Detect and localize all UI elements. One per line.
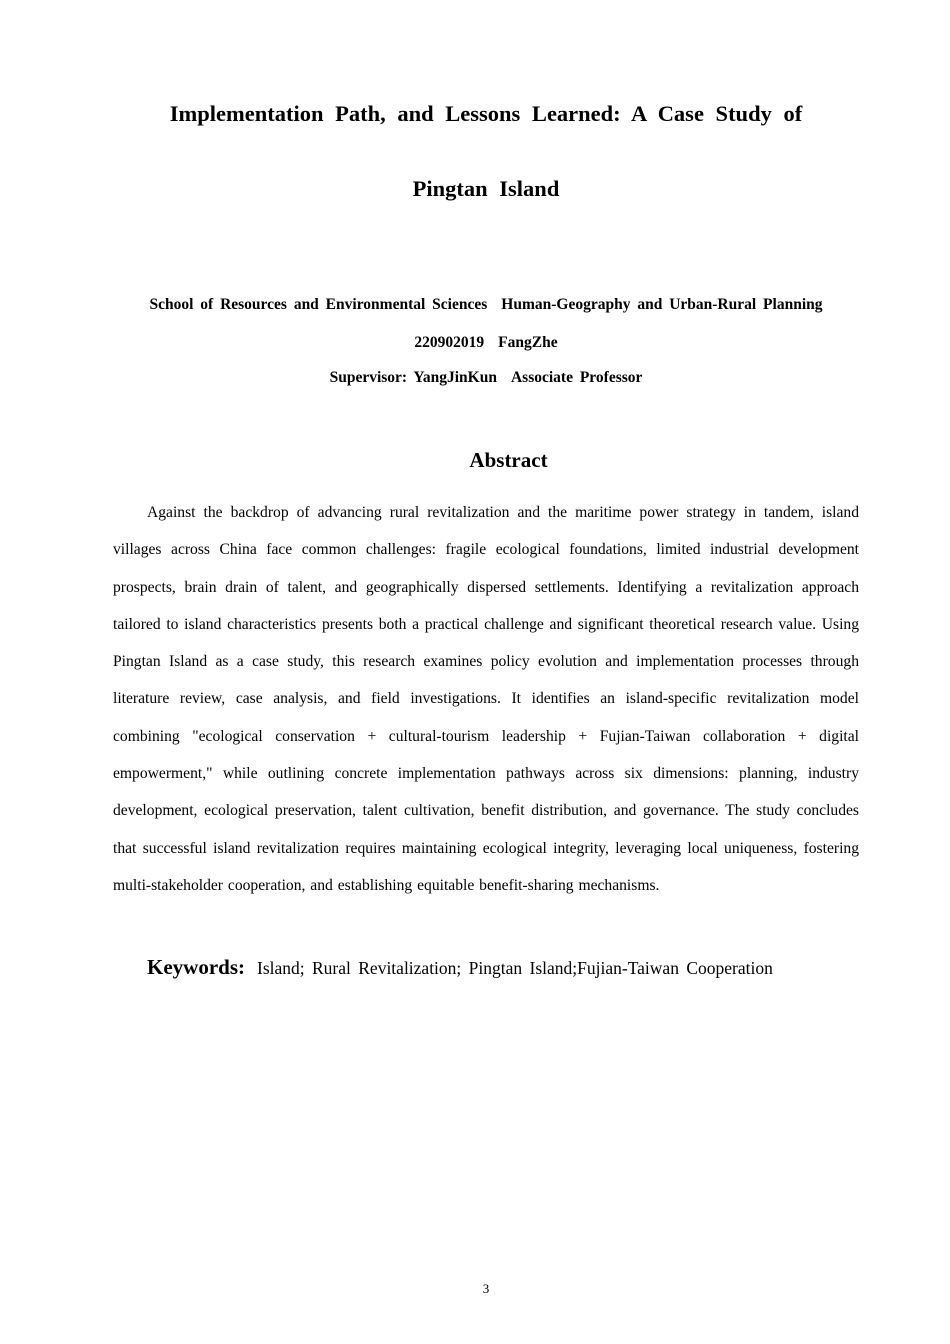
page-number: 3 bbox=[482, 1281, 490, 1296]
major-name: Human-Geography and Urban-Rural Planning bbox=[501, 296, 823, 313]
thesis-title-line-1: Implementation Path, and Lessons Learned: A Case Study of bbox=[169, 101, 803, 126]
supervisor-label: Supervisor: bbox=[329, 369, 408, 386]
school-name: School of Resources and Environmental Sciences bbox=[149, 296, 488, 313]
abstract-body bbox=[113, 494, 859, 904]
student-id: 220902019 bbox=[414, 334, 485, 351]
abstract-heading: Abstract bbox=[469, 448, 548, 472]
keywords-text: Island; Rural Revitalization; Pingtan Island;Fujian-Taiwan Cooperation bbox=[257, 958, 773, 978]
student-name: FangZhe bbox=[498, 334, 558, 351]
supervisor-title: Associate Professor bbox=[510, 369, 643, 386]
keywords-label: Keywords: bbox=[147, 955, 245, 979]
supervisor-name: YangJinKun bbox=[413, 369, 497, 386]
affiliation-line bbox=[0, 296, 950, 314]
supervisor-line bbox=[0, 369, 950, 387]
thesis-title-line-2: Pingtan Island bbox=[412, 176, 560, 201]
abstract-paragraph: Against the backdrop of advancing rural revitalization and the maritime power strategy in tandem, island villages across China face common challenges: fragile ecological foundations, limited industrial development prospects, brain drain of talent, and geographically dispersed settlements. Identifying a revitalization approach tailored to island characteristics presents both a practical challenge and significant theoretical research value. Using Pingtan Island as a case study, this research examines policy evolution and implementation processes through literature review, case analysis, and field investigations. It identifies an island-specific revitalization model combining "ecological conservation + cultural-tourism leadership + Fujian-Taiwan collaboration + digital empowerment," while outlining concrete implementation pathways across six dimensions: planning, industry development, ecological preservation, talent cultivation, benefit distribution, and governance. The study concludes that successful island revitalization requires maintaining ecological integrity, leveraging local uniqueness, fostering multi-stakeholder cooperation, and establishing equitable benefit-sharing mechanisms. bbox=[113, 504, 859, 894]
student-line bbox=[0, 334, 950, 352]
keywords-line bbox=[147, 955, 907, 980]
